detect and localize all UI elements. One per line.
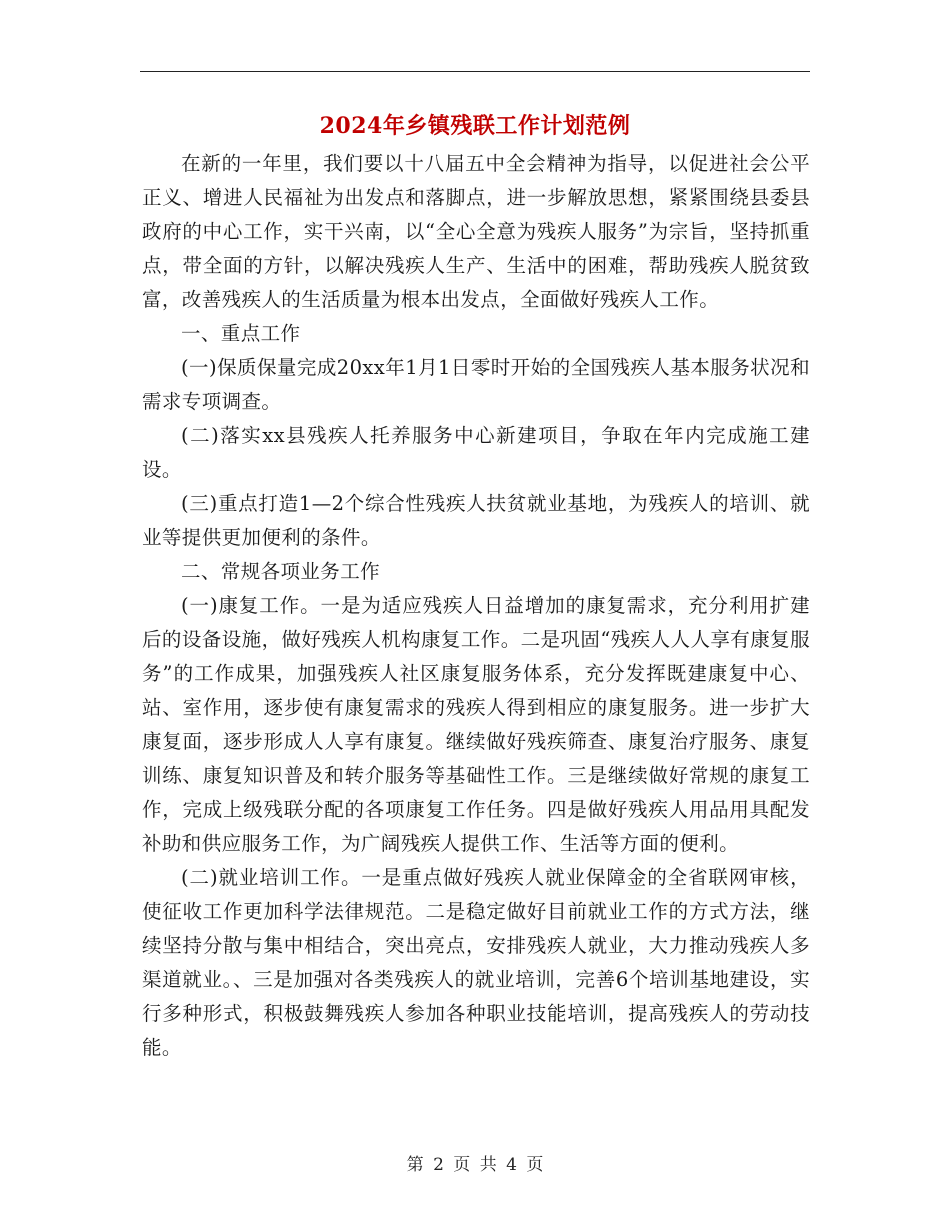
- page-number-footer: 第 2 页 共 4 页: [406, 1155, 544, 1175]
- intro-paragraph: 在新的一年里，我们要以十八届五中全会精神为指导，以促进社会公平正义、增进人民福祉为出发点和落脚点，进一步解放思想，紧紧围绕县委县政府的中心工作，实干兴南，以“全心全意为残疾人服务”为宗旨，坚持抓重点，带全面的方针，以解决残疾人生产、生活中的困难，帮助残疾人脱贫致富，改善残疾人的生活质量为根本出发点，全面做好残疾人工作。: [142, 152, 810, 311]
- key-work-item-2: (二)落实xx县残疾人托养服务中心新建项目，争取在年内完成施工建设。: [142, 424, 810, 481]
- key-work-item-3: (三)重点打造1—2个综合性残疾人扶贫就业基地，为残疾人的培训、就业等提供更加便利的条件。: [142, 492, 810, 549]
- routine-work-rehabilitation: (一)康复工作。一是为适应残疾人日益增加的康复需求，充分利用扩建后的设备设施，做好残疾人机构康复工作。二是巩固“残疾人人人享有康复服务”的工作成果，加强残疾人社区康复服务体系，充分发挥既建康复中心、站、室作用，逐步使有康复需求的残疾人得到相应的康复服务。进一步扩大康复面，逐步形成人人享有康复。继续做好残疾筛查、康复治疗服务、康复训练、康复知识普及和转介服务等基础性工作。三是继续做好常规的康复工作，完成上级残联分配的各项康复工作任务。四是做好残疾人用品用具配发补助和供应服务工作，为广阔残疾人提供工作、生活等方面的便利。: [142, 594, 810, 855]
- routine-work-employment-training: (二)就业培训工作。一是重点做好残疾人就业保障金的全省联网审核，使征收工作更加科学法律规范。二是稳定做好目前就业工作的方式方法，继续坚持分散与集中相结合，突出亮点，安排残疾人就业，大力推动残疾人多渠道就业。、三是加强对各类残疾人的就业培训，完善6个培训基地建设，实行多种形式，积极鼓舞残疾人参加各种职业技能培训，提高残疾人的劳动技能。: [142, 866, 810, 1059]
- section-heading-key-work: 一、重点工作: [181, 322, 301, 345]
- document-body: [142, 147, 810, 1065]
- document-title: 2024年乡镇残联工作计划范例: [319, 113, 631, 139]
- section-heading-routine-work: 二、常规各项业务工作: [181, 560, 381, 583]
- key-work-item-1: (一)保质保量完成20xx年1月1日零时开始的全国残疾人基本服务状况和需求专项调查。: [142, 356, 810, 413]
- header-rule: [140, 71, 810, 72]
